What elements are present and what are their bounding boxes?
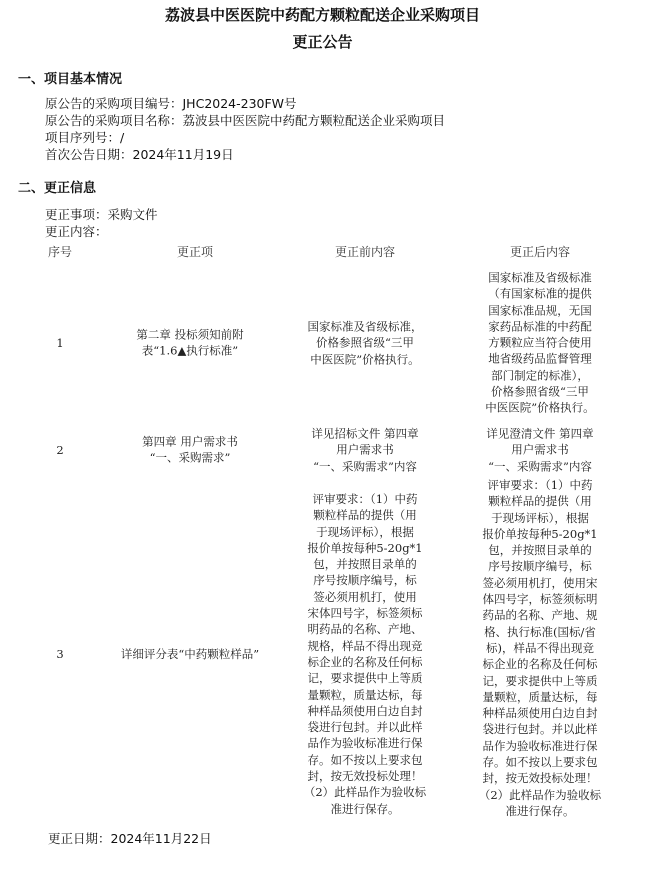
row-item: 第二章 投标须知前附 表“1.6▲执行标准” [136, 327, 244, 358]
row-after: 详见澄清文件 第四章 用户需求书 “一、采购需求”内容 [486, 426, 594, 474]
header-after: 更正后内容 [509, 245, 570, 259]
row-item: 详细评分表“中药颗粒样品” [120, 646, 260, 661]
row-no: 3 [56, 646, 64, 661]
row-no: 1 [56, 335, 64, 350]
document-subtitle: 更正公告 [292, 33, 353, 51]
row-after: 评审要求：（1）中药 颗粒样品的提供（用 于现场评标），根据 报价单按每种5-20g*1 包，并按照目录单的 序号按顺序编号，标 签必须用机打，使用宋 体四号字，标签须标明 药品的名称、产地、规 格、执行标准(国标/省 标)，样品不得出现竞 标企业的名称及任何标 记，要求提供中上等质 量颗粒，质量达标，每 种样品须使用白边自封 袋进行包封。并以此样 品作为验收标准进行保 存。如不按以上要求包 封，按无效投标处理！ （2）此样品作为验收标 准进行保存。 [478, 477, 602, 818]
correction-item: 更正事项：采购文件 [45, 207, 158, 222]
correction-content-label: 更正内容： [45, 224, 108, 239]
document-title: 荔波县中医医院中药配方颗粒配送企业采购项目 [164, 6, 480, 24]
section-correction-heading: 二、更正信息 [18, 181, 97, 196]
correction-date: 更正日期：2024年11月22日 [48, 831, 212, 846]
row-after: 国家标准及省级标准 （有国家标准的提供 国家标准品规，无国 家药品标准的中药配 方颗粒应当符合使用 地省级药品监督管理 部门制定的标准）， 价格参照省级“三甲 中医医院”价格执行。 [485, 270, 595, 416]
row-before: 详见招标文件 第四章 用户需求书 “一、采购需求”内容 [311, 426, 419, 474]
row-before: 评审要求：（1）中药 颗粒样品的提供（用 于现场评标），根据 报价单按每种5-20g*1 包，并按照目录单的 序号按顺序编号，标 签必须用机打，使用 宋体四号字，标签须标 明药品的名称、产地、 规格，样品不得出现竞 标企业的名称及任何标 记，要求提供中上等质 量颗粒，质量达标，每 种样品须使用白边自封 袋进行包封。并以此样 品作为验收标准进行保 存。如不按以上要求包 封，按无效投标处理！ （2）此样品作为验收标 准进行保存。 [303, 492, 427, 816]
header-no: 序号 [47, 245, 72, 259]
row-before: 国家标准及省级标准， 价格参照省级“三甲 中医医院”价格执行。 [307, 319, 423, 367]
row-item: 第四章 用户需求书 “一、采购需求” [142, 434, 238, 465]
header-before: 更正前内容 [334, 245, 395, 259]
row-no: 2 [56, 442, 64, 457]
section-basic-info-heading: 一、项目基本情况 [18, 72, 123, 87]
project-serial-number: 项目序列号：/ [45, 130, 125, 145]
original-project-name: 原公告的采购项目名称：荔波县中医医院中药配方颗粒配送企业采购项目 [45, 113, 446, 128]
first-announcement-date: 首次公告日期：2024年11月19日 [45, 147, 234, 162]
header-item: 更正项 [176, 245, 213, 259]
original-project-number: 原公告的采购项目编号：JHC2024-230FW号 [45, 96, 297, 111]
